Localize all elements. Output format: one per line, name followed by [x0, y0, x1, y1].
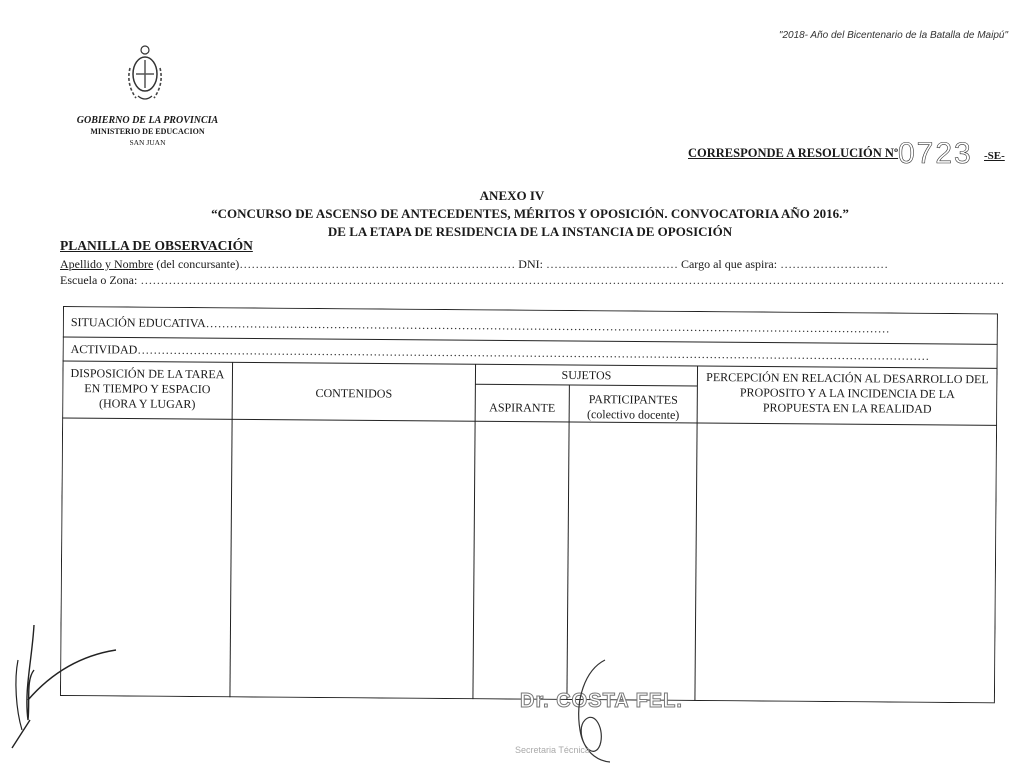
table-grid — [60, 306, 998, 703]
stage-title: DE LA ETAPA DE RESIDENCIA DE LA INSTANCIA DE OPOSICIÓN — [327, 224, 733, 239]
col-percepcion-header — [697, 370, 997, 417]
school-line: Escuela o Zona: ……………………………………………………………………………………………………………………………………………………………………………………………… — [60, 273, 1005, 287]
col-disposicion-header — [62, 366, 232, 412]
resolution-suffix: -SE- — [984, 150, 1005, 162]
dni-label: DNI: — [518, 257, 543, 271]
sujetos-header: SUJETOS — [561, 367, 612, 383]
col1-line1: DISPOSICIÓN DE LA TAREA — [70, 366, 225, 382]
contest-title: “CONCURSO DE ASCENSO DE ANTECEDENTES, MÉRITOS Y OPOSICIÓN. CONVOCATORIA AÑO 2016.” — [211, 206, 849, 221]
col5-line3: PROPUESTA EN LA REALIDAD — [762, 400, 932, 416]
situacion-label: SITUACIÓN EDUCATIVA — [70, 315, 206, 331]
situacion-row: SITUACIÓN EDUCATIVA……………………………………………………………………………………………………………………………………………………… — [70, 315, 890, 336]
observation-table — [60, 306, 998, 703]
col-contenidos-header: CONTENIDOS — [315, 385, 393, 401]
col1-line3: (HORA Y LUGAR) — [98, 396, 196, 412]
provincial-seal-icon — [122, 38, 168, 108]
resolution-number: 0723 — [898, 137, 973, 170]
name-note: (del concursante) — [156, 257, 240, 271]
col4-line1: PARTICIPANTES — [588, 392, 678, 407]
faint-footer-text: Secretaria Técnica — [515, 745, 590, 755]
col4-line2: (colectivo docente) — [586, 407, 680, 422]
gov-line2: MINISTERIO DE EDUCACION — [90, 127, 205, 136]
col1-line2: EN TIEMPO Y ESPACIO — [84, 381, 211, 397]
col5-line2: PROPOSITO Y A LA INCIDENCIA DE LA — [739, 385, 955, 402]
actividad-label: ACTIVIDAD — [70, 342, 138, 357]
resolution-block — [688, 137, 1013, 173]
name-line: Apellido y Nombre (del concursante)…………………………………………………………… DNI: …………………………… Cargo al que aspira: ……………………… — [60, 257, 889, 271]
cargo-label: Cargo al que aspira: — [680, 257, 778, 271]
gov-line1: GOBIERNO DE LA PROVINCIA — [76, 115, 219, 126]
form-heading: PLANILLA DE OBSERVACIÓN — [60, 238, 253, 253]
annex-title: ANEXO IV — [479, 188, 545, 203]
gov-line3: SAN JUAN — [129, 138, 166, 147]
col5-line1: PERCEPCIÓN EN RELACIÓN AL DESARROLLO DEL — [706, 370, 989, 387]
school-label: Escuela o Zona: — [60, 273, 138, 287]
official-stamp: Dr. COSTA FEL. — [520, 690, 683, 712]
signature-left-icon — [4, 620, 124, 750]
actividad-row: ACTIVIDAD……………………………………………………………………………………………………………………………………………………………………………… — [70, 342, 930, 363]
resolution-label: CORRESPONDE A RESOLUCIÓN Nº — [688, 146, 899, 160]
col-aspirante-header: ASPIRANTE — [489, 400, 556, 415]
col-participantes-header — [569, 392, 697, 423]
header-motto: "2018- Año del Bicentenario de la Batalla de Maipú" — [778, 30, 1008, 41]
name-label: Apellido y Nombre — [60, 257, 154, 271]
